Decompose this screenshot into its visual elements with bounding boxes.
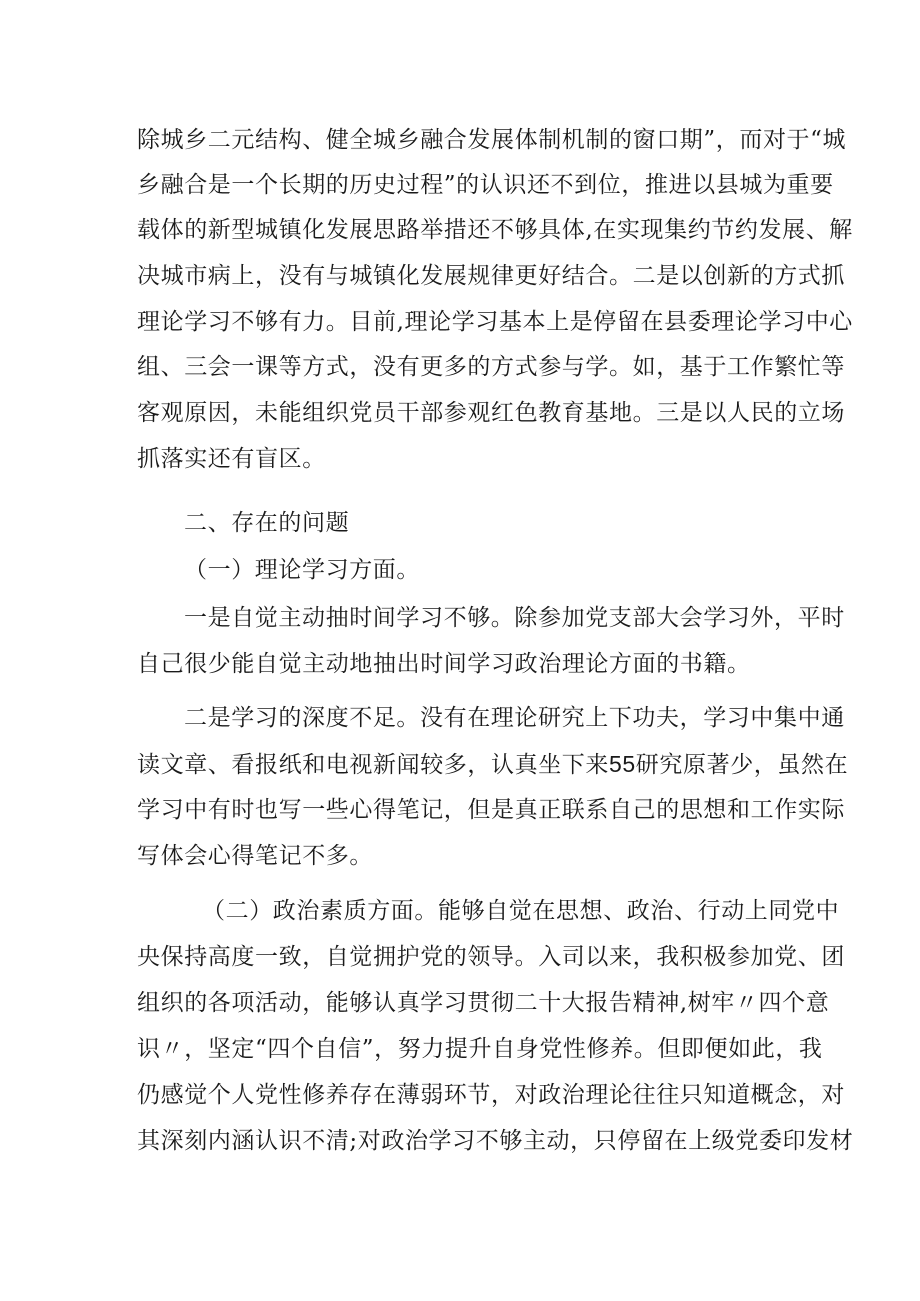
text-line: 组、三会一课等方式，没有更多的方式参与学。如，基于工作繁忙等 — [137, 354, 845, 380]
text-line: 自己很少能自觉主动地抽出时间学习政治理论方面的书籍。 — [137, 651, 751, 677]
text-line: 学习中有时也写一些心得笔记，但是真正联系自己的思想和工作实际 — [137, 797, 845, 823]
text-line: 除城乡二元结构、健全城乡融合发展体制机制的窗口期”，而对于“城 — [137, 127, 847, 153]
page-number-artifact: 55 — [609, 751, 636, 777]
subsection-heading: （二）政治素质方面。能够自觉在思想、政治、行动上同党中 — [202, 898, 840, 924]
text-line: 理论学习不够有力。目前,理论学习基本上是停留在县委理论学习中心 — [137, 309, 853, 335]
text-line: 乡融合是一个长期的历史过程”的认识还不到位，推进以县城为重要 — [137, 172, 834, 198]
text-line: 载体的新型城镇化发展思路举措还不够具体,在实现集约节约发展、解 — [137, 217, 853, 243]
text-line: 组织的各项活动，能够认真学习贯彻二十大报告精神,树牢〃四个意 — [137, 990, 830, 1016]
text-segment: 研究原著少，虽然在 — [635, 752, 849, 778]
text-line — [0, 744, 920, 784]
section-heading: 二、存在的问题 — [184, 510, 350, 536]
text-line: 央保持高度一致，自觉拥护党的领导。入司以来，我积极参加党、团 — [137, 944, 845, 970]
text-line: 写体会心得笔记不多。 — [137, 843, 373, 869]
subsection-heading: （一）理论学习方面。 — [184, 557, 420, 583]
text-line: 识〃，坚定“四个自信”，努力提升自身党性修养。但即便如此，我 — [137, 1036, 823, 1062]
text-line: 其深刻内涵认识不清;对政治学习不够主动，只停留在上级党委印发材 — [137, 1128, 854, 1154]
text-line: 仍感觉个人党性修养存在薄弱环节，对政治理论往往只知道概念，对 — [137, 1082, 845, 1108]
text-line: 一是自觉主动抽时间学习不够。除参加党支部大会学习外，平时 — [184, 605, 845, 631]
text-line: 客观原因，未能组织党员干部参观红色教育基地。三是以人民的立场 — [137, 400, 845, 426]
text-line: 决城市病上，没有与城镇化发展规律更好结合。二是以创新的方式抓 — [137, 263, 845, 289]
text-line: 二是学习的深度不足。没有在理论研究上下功夫，学习中集中通 — [184, 705, 845, 731]
text-segment: 读文章、看报纸和电视新闻较多，认真坐下来 — [137, 752, 609, 778]
text-line: 抓落实还有盲区。 — [137, 446, 326, 472]
